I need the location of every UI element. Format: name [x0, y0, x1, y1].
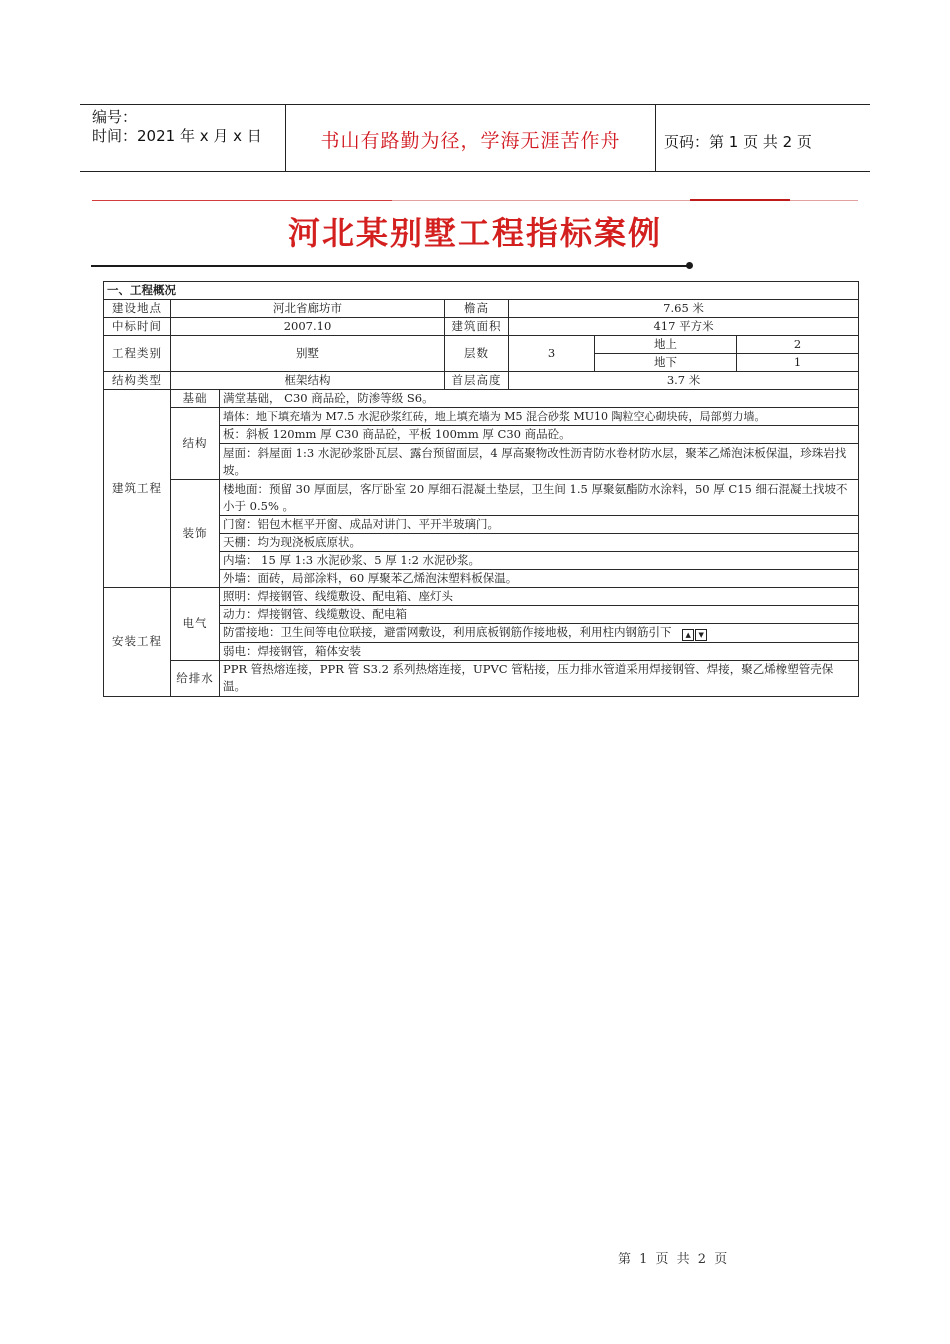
number-label: 编号： — [92, 108, 138, 126]
floor-text: 楼地面：预留 30 厚面层，客厅卧室 20 厚细石混凝土垫层，卫生间 1.5 厚聚氨酯防水涂料，50 厚 C15 细石混凝土找坡不小于 0.5% 。 — [220, 480, 859, 516]
plumbing-label: 给排水 — [171, 660, 220, 696]
struct-value: 框架结构 — [171, 372, 445, 390]
floors-label: 层数 — [445, 336, 509, 372]
floors-value: 3 — [509, 336, 595, 372]
first-height-value: 3.7 米 — [509, 372, 859, 390]
outer-wall-text: 外墙：面砖，局部涂料，60 厚聚苯乙烯泡沫塑料板保温。 — [220, 570, 859, 588]
site-label: 建设地点 — [104, 300, 171, 318]
area-label: 建筑面积 — [445, 318, 509, 336]
building-works-label: 建筑工程 — [104, 390, 171, 588]
type-value: 别墅 — [171, 336, 445, 372]
header-top-rule — [80, 104, 870, 105]
lightning-row — [220, 624, 859, 643]
header-meta — [92, 108, 262, 146]
eave-value: 7.65 米 — [509, 300, 859, 318]
header-motto: 书山有路勤为径，学海无涯苦作舟 — [320, 130, 621, 152]
electric-label: 电气 — [171, 588, 220, 661]
above-label: 地上 — [595, 336, 737, 354]
structure-label: 结构 — [171, 408, 220, 480]
below-value: 1 — [737, 354, 859, 372]
arrow-down-icon[interactable]: ▼ — [695, 629, 707, 641]
power-text: 动力：焊接钢管、线缆敷设、配电箱 — [220, 606, 859, 624]
wall-text: 墙体：地下填充墙为 M7.5 水泥砂浆红砖，地上填充墙为 M5 混合砂浆 MU10 陶粒空心砌块砖，局部剪力墙。 — [220, 408, 859, 426]
foundation-label: 基础 — [171, 390, 220, 408]
first-height-label: 首层高度 — [445, 372, 509, 390]
below-label: 地下 — [595, 354, 737, 372]
inner-wall-text: 内墙： 15 厚 1:3 水泥砂浆、5 厚 1:2 水泥砂浆。 — [220, 552, 859, 570]
project-overview-table — [103, 281, 859, 697]
header-bottom-rule — [80, 171, 870, 172]
header-divider-right — [655, 104, 656, 171]
scroll-arrows[interactable] — [681, 625, 707, 642]
ceiling-text: 天棚：均为现浇板底原状。 — [220, 534, 859, 552]
slab-text: 板：斜板 120mm 厚 C30 商品砼，平板 100mm 厚 C30 商品砼。 — [220, 426, 859, 444]
decoration-label: 装饰 — [171, 480, 220, 588]
install-works-label: 安装工程 — [104, 588, 171, 697]
section-title: 一、工程概况 — [104, 282, 859, 300]
eave-label: 檐高 — [445, 300, 509, 318]
above-value: 2 — [737, 336, 859, 354]
weak-text: 弱电：焊接钢管，箱体安装 — [220, 642, 859, 660]
bid-value: 2007.10 — [171, 318, 445, 336]
title-rule-accent — [690, 199, 790, 201]
title-underline — [91, 265, 689, 267]
door-text: 门窗：铝包木框平开窗、成品对讲门、平开半玻璃门。 — [220, 516, 859, 534]
title-rule-left — [92, 200, 392, 201]
lightning-text: 防雷接地：卫生间等电位联接，避雷网敷设，利用底板钢筋作接地极，利用柱内钢筋引下 — [223, 625, 672, 639]
document-title: 河北某别墅工程指标案例 — [287, 214, 662, 252]
struct-label: 结构类型 — [104, 372, 171, 390]
type-label: 工程类别 — [104, 336, 171, 372]
lighting-text: 照明：焊接钢管、线缆敷设、配电箱、座灯头 — [220, 588, 859, 606]
area-value: 417 平方米 — [509, 318, 859, 336]
roof-text: 屋面：斜屋面 1:3 水泥砂浆卧瓦层、露台预留面层，4 厚高聚物改性沥青防水卷材防水层，聚苯乙烯泡沫板保温，珍珠岩找坡。 — [220, 444, 859, 480]
footer-page-text: 第 1 页 共 2 页 — [618, 1252, 730, 1267]
arrow-up-icon[interactable]: ▲ — [682, 629, 694, 641]
site-value: 河北省廊坊市 — [171, 300, 445, 318]
title-underline-dot — [686, 262, 693, 269]
foundation-text: 满堂基础， C30 商品砼，防渗等级 S6。 — [220, 390, 859, 408]
bid-label: 中标时间 — [104, 318, 171, 336]
header-page-info: 页码：第 1 页 共 2 页 — [664, 133, 812, 151]
time-label: 时间：2021 年 x 月 x 日 — [92, 127, 262, 145]
plumbing-text: PPR 管热熔连接，PPR 管 S3.2 系列热熔连接，UPVC 管粘接，压力排水管道采用焊接钢管、焊接，聚乙烯橡塑管壳保温。 — [220, 660, 859, 696]
